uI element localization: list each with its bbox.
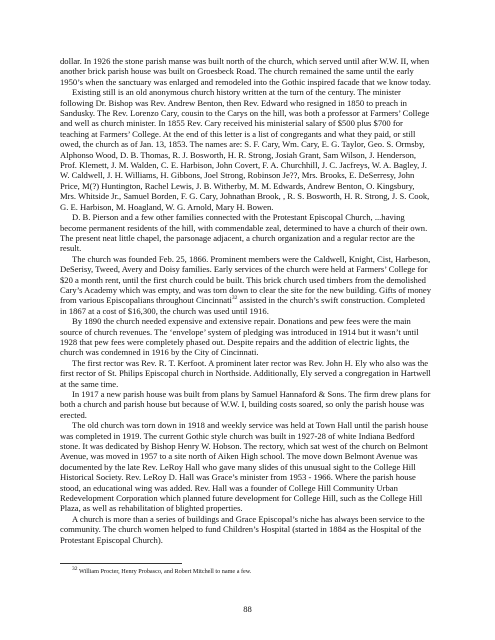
body-text xyxy=(60,56,432,545)
paragraph-4-text: The church was founded Feb. 25, 1866. Prominent members were the Caldwell, Knight, Cist, Harbeson, DeSerisy, Tweed, Avery and Doisy families. Early services of the church were held at Farmers’ College for $20 a month rent, until the first church could be built. This brick church used timbers from the demolished Cary’s Academy which was empty, and was torn down to clear the site for the new building. Gifts of money from various Episcopalians throughout Cincinnati xyxy=(60,253,432,306)
paragraph-3-text: D. B. Pierson and a few other families connected with the Protestant Episcopal Church, ...having become permanent residents of the hill, with commendable zeal, determined to have a church of their own. The present neat little chapel, the parsonage adjacent, a church organization and a regular rector are the result. xyxy=(60,212,428,254)
footnote-divider xyxy=(60,563,182,564)
paragraph-9: A church is more than a series of buildings and Grace Episcopal’s niche has always been service to the community. The church women helped to fund Children’s Hospital (started in 1884 as the Hospital of the Protestant Episcopal Church). xyxy=(60,513,425,545)
paragraph-3 xyxy=(60,212,432,254)
paragraph-2: Existing still is an old anonymous church history written at the turn of the century. The minister following Dr. Bishop was Rev. Andrew Benton, then Rev. Edward who resigned in 1850 to preach in Sandusky. The Rev. Lorenzo Cary, cousin to the Carys on the hill, was both a professor at Farmers’ College and well as church minister. In 1855 Rev. Cary received his ministerial salary of $500 plus $700 for teaching at Farmers’ College. At the end of this letter is a list of congregants and what they paid, or still owed, the church as of Jan. 13, 1853. The names are: S. F. Cary, Wm. Cary, E. G. Taylor, Geo. S. Ormsby, Alphonso Wood, D. B. Thomas, R. J. Bosworth, H. R. Strong, Josiah Grant, Sam Wilson, J. Henderson, Prof. Klemett, J. M. Walden, C. E. Harbison, John Covert, F. A. Churchhill, J. C. Jacfreys, W. A. Bagley, J. W. Caldwell, J. H. Williams, H. Gibbons, Joel Strong, Robinson Je??, Mrs. Brooks, E. DeSerresy, John Price, M(?) Huntington, Rachel Lewis, J. B. Witherby, M. M. Edwards, Andrew Benton, O. Kingsbury, Mrs. Whitside Jr., Samuel Borden, F. G. Cary, Johnathan Brook, , R. S. Bosworth, H. R. Strong, J. S. Cook, G. E. Harbison, M. Hoagland, W. G. Arnold, Mary H. Bowen. xyxy=(60,87,430,212)
paragraph-6: The first rector was Rev. R. T. Kerfoot. A prominent later rector was Rev. John H. Ely who also was the first rector of St. Philips Episcopal church in Northside. Additionally, Ely served a congregation in Hartwell at the same time. xyxy=(60,357,431,389)
page-number: 88 xyxy=(243,604,252,614)
footnote xyxy=(72,565,432,576)
paragraph-4-continuation: assisted in the church’s swift construction. Completed in 1867 at a cost of $16,300, the church was used until 1916. xyxy=(60,295,425,316)
paragraph-5: By 1890 the church needed expensive and extensive repair. Donations and pew fees were the main source of church revenues. The ‘envelope’ system of pledging was introduced in 1914 but it wasn’t until 1928 that pew fees were completely phased out. Despite repairs and the addition of electric lights, the church was condemned in 1916 by the City of Cincinnati. xyxy=(60,316,419,358)
footnote-marker: 32 xyxy=(72,565,78,572)
paragraph-1: dollar. In 1926 the stone parish manse was built north of the church, which served until after W.W. II, when another brick parish house was built on Groesbeck Road. The church remained the same until the early 1950’s when the sanctuary was enlarged and remodeled into the Gothic inspired facade that we know today. xyxy=(60,56,431,87)
footnote-text: William Procter, Henry Probasco, and Robert Mitchell to name a few. xyxy=(78,568,252,575)
paragraph-4 xyxy=(60,254,432,316)
paragraph-7: In 1917 a new parish house was built from plans by Samuel Hannaford & Sons. The firm drew plans for both a church and parish house but because of W.W. I, building costs soared, so only the parish house was erected. xyxy=(60,389,431,420)
paragraph-8: The old church was torn down in 1918 and weekly service was held at Town Hall until the parish house was completed in 1919. The current Gothic style church was built in 1927-28 of white Indiana Bedford stone. It was dedicated by Bishop Henry W. Hobson. The rectory, which sat west of the church on Belmont Avenue, was moved in 1957 to a site north of Aiken High school. The move down Belmont Avenue was documented by the late Rev. LeRoy Hall who gave many slides of this unusual sight to the College Hill Historical Society. Rev. LeRoy D. Hall was Grace’s minister from 1953 - 1966. Where the parish house stood, an educational wing was added. Rev. Hall was a founder of College Hill Community Urban Redevelopment Corporation which planned future development for College Hill, such as the College Hill Plaza, as well as rehabilitation of blighted properties. xyxy=(60,420,429,514)
footnote-reference[interactable]: 32 xyxy=(231,295,238,302)
